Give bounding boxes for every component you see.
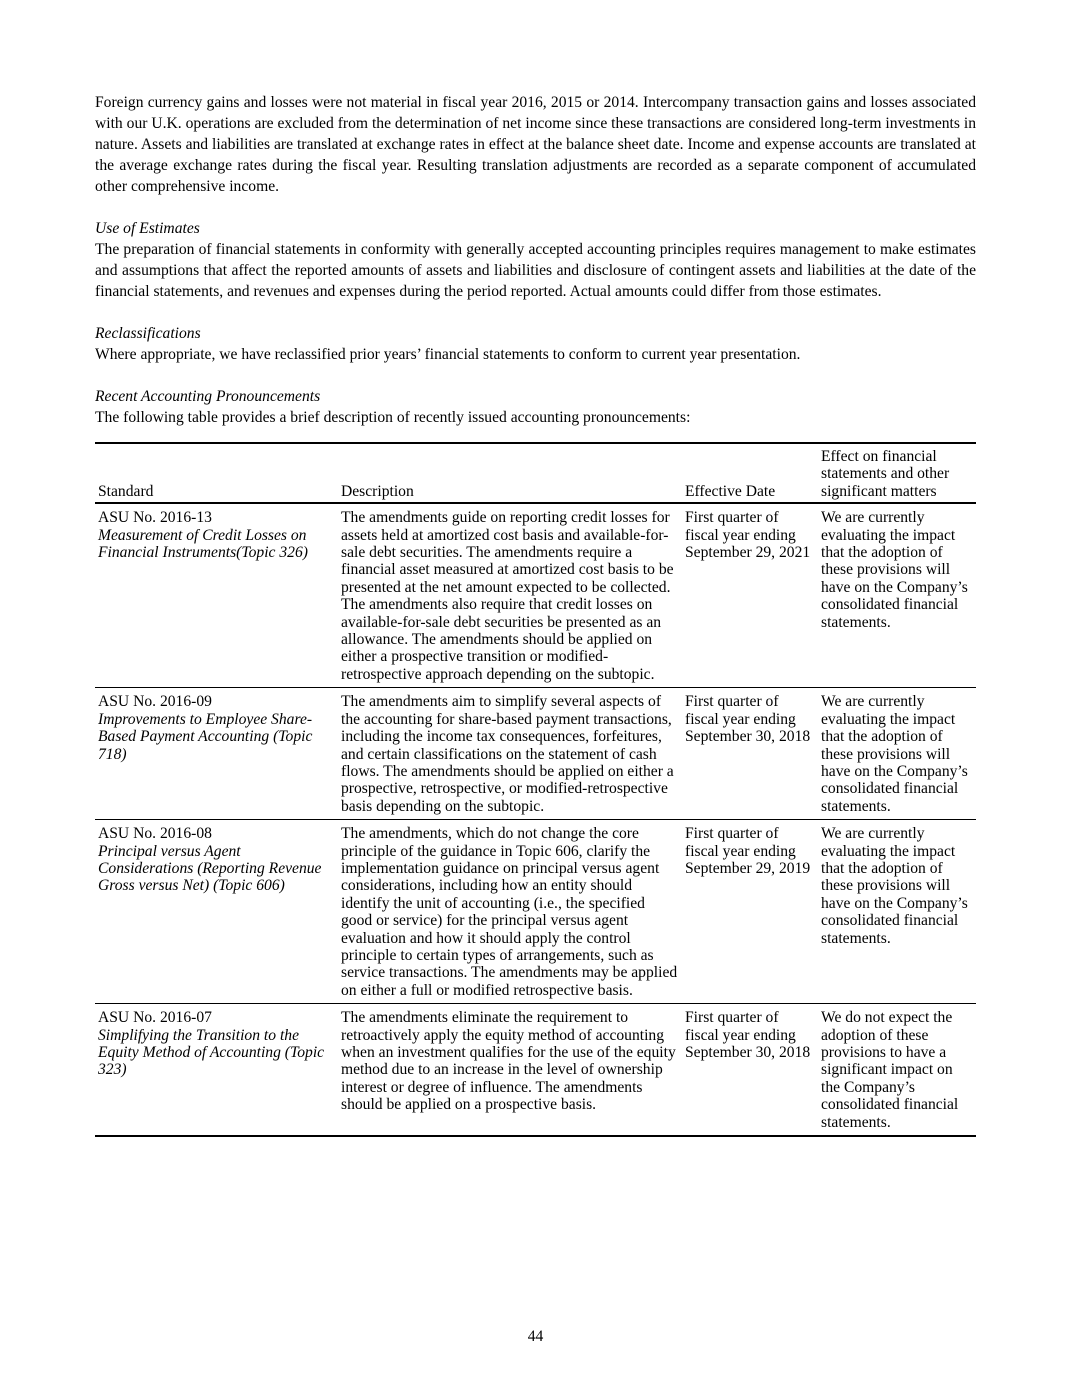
page-number: 44: [527, 1328, 544, 1345]
description-cell: The amendments aim to simplify several aspects of the accounting for share-based payment transactions, including the income tax consequences, forfeitures, and certain classifications on the statement of cash flows. The amendments should be applied on either a prospective, retrospective, or modified-retrospective basis depending on the subtopic.: [338, 688, 682, 820]
standard-cell: [95, 1004, 338, 1136]
standard-title: Simplifying the Transition to the Equity Method of Accounting (Topic 323): [98, 1026, 325, 1079]
recent-pronouncements-text: The following table provides a brief description of recently issued accounting pronouncements:: [95, 409, 691, 426]
description-cell: The amendments guide on reporting credit losses for assets held at amortized cost basis and available-for-sale debt securities. The amendments require a financial asset measured at amortized cost basis to be presented at the net amount expected to be collected. The amendments also require that credit losses on available-for-sale debt securities be presented as an allowance. The amendments should be applied on either a prospective transition or modified-retrospective approach depending on the subtopic.: [338, 503, 682, 688]
standard-cell: [95, 688, 338, 820]
use-of-estimates-text: The preparation of financial statements in conformity with generally accepted accounting principles requires management to make estimates and assumptions that affect the reported amounts of assets and liabilities and disclosure of contingent assets and liabilities at the date of the financial statements, and revenues and expenses during the period reported. Actual amounts could differ from those estimates.: [95, 241, 976, 300]
description-cell: The amendments, which do not change the core principle of the guidance in Topic 606, clarify the implementation guidance on principal versus agent considerations, including how an entity should identify the unit of accounting (i.e., the specified good or service) for the principal versus agent evaluation and how it should apply the control principle to certain types of arrangements, such as service transactions. The amendments may be applied on either a full or modified retrospective basis.: [338, 820, 682, 1004]
standard-title: Measurement of Credit Losses on Financial Instruments(Topic 326): [98, 526, 308, 562]
effective-date-cell: First quarter of fiscal year ending September 30, 2018: [682, 1004, 818, 1136]
table-row: [95, 688, 976, 820]
use-of-estimates-heading: Use of Estimates: [95, 220, 200, 237]
standard-id: ASU No. 2016-13: [98, 509, 212, 527]
description-cell: The amendments eliminate the requirement to retroactively apply the equity method of accounting when an investment qualifies for the use of the equity method due to an increase in the level of ownership interest or degree of influence. The amendments should be applied on a prospective basis.: [338, 1004, 682, 1136]
table-row: [95, 820, 976, 1004]
reclassifications-heading: Reclassifications: [95, 325, 201, 342]
standard-cell: [95, 820, 338, 1004]
effective-date-cell: First quarter of fiscal year ending September 29, 2021: [682, 503, 818, 688]
effective-date-cell: First quarter of fiscal year ending September 30, 2018: [682, 688, 818, 820]
standard-title: Principal versus Agent Considerations (Reporting Revenue Gross versus Net) (Topic 606): [98, 842, 322, 895]
document-page: [95, 92, 976, 1137]
header-effect: Effect on financial statements and other significant matters: [818, 443, 976, 503]
effect-cell: We are currently evaluating the impact that the adoption of these provisions will have on the Company’s consolidated financial statements.: [818, 503, 976, 688]
effect-cell: We do not expect the adoption of these provisions to have a significant impact on the Company’s consolidated financial statements.: [818, 1004, 976, 1136]
reclassifications-text: Where appropriate, we have reclassified prior years’ financial statements to conform to current year presentation.: [95, 346, 801, 363]
header-standard: Standard: [95, 443, 338, 503]
standard-title: Improvements to Employee Share-Based Payment Accounting (Topic 718): [98, 710, 313, 763]
effect-cell: We are currently evaluating the impact that the adoption of these provisions will have on the Company’s consolidated financial statements.: [818, 820, 976, 1004]
standard-id: ASU No. 2016-07: [98, 1009, 212, 1027]
pronouncements-table: [95, 442, 976, 1137]
intro-paragraph: Foreign currency gains and losses were not material in fiscal year 2016, 2015 or 2014. Intercompany transaction gains and losses associated with our U.K. operations are excluded from the determination of net income since these transactions are considered long-term investments in nature. Assets and liabilities are translated at exchange rates in effect at the balance sheet date. Income and expense accounts are translated at the average exchange rates during the fiscal year. Resulting translation adjustments are recorded as a separate component of accumulated other comprehensive income.: [95, 94, 976, 195]
header-description: Description: [338, 443, 682, 503]
standard-cell: [95, 503, 338, 688]
table-row: [95, 1004, 976, 1136]
table-header-row: [95, 443, 976, 503]
recent-pronouncements-heading: Recent Accounting Pronouncements: [95, 388, 321, 405]
standard-id: ASU No. 2016-08: [98, 825, 212, 843]
effective-date-cell: First quarter of fiscal year ending September 29, 2019: [682, 820, 818, 1004]
table-row: [95, 503, 976, 688]
header-effective-date: Effective Date: [682, 443, 818, 503]
effect-cell: We are currently evaluating the impact that the adoption of these provisions will have on the Company’s consolidated financial statements.: [818, 688, 976, 820]
standard-id: ASU No. 2016-09: [98, 693, 212, 711]
